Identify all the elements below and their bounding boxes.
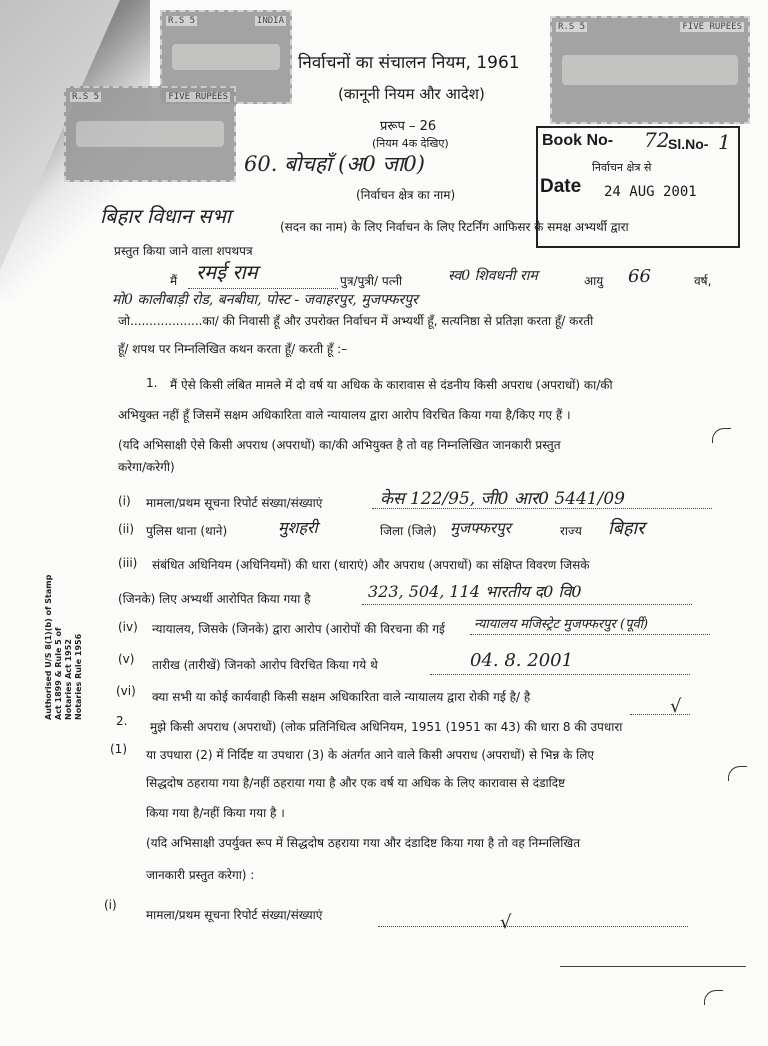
son-of-label: पुत्र/पुत्री/ पत्नी	[340, 274, 403, 288]
section1-line: मैं ऐसे किसी लंबित मामले में दो वर्ष या अधिक के कारावास से दंडनीय किसी अपराध (अपराधों) का/की	[170, 378, 613, 392]
sections-handwritten: 323, 504, 114 भारतीय द0 वि0	[368, 582, 582, 601]
notary-side-stamp	[44, 575, 84, 720]
stamp-label: R.S 5	[168, 16, 196, 26]
age-handwritten: 66	[628, 266, 651, 287]
charge-date-handwritten: 04. 8. 2001	[470, 650, 574, 671]
item-number: (iii)	[118, 556, 138, 570]
item-label: मामला/प्रथम सूचना रिपोर्ट संख्या/संख्याएं	[146, 496, 323, 510]
item-number: (ii)	[118, 522, 135, 536]
book-number-label: Book No-	[542, 132, 614, 149]
section2-number: 2.	[116, 714, 128, 728]
item-label: संबंधित अधिनियम (अधिनियमों) की धारा (धाराएं) और अपराध (अपराधों) का संक्षिप्त विवरण जिसके	[152, 558, 590, 572]
constituency-label: (निर्वाचन क्षेत्र का नाम)	[356, 188, 456, 202]
age-label: आयु	[584, 274, 604, 288]
document-subtitle: (कानूनी नियम और आदेश)	[338, 85, 485, 103]
margin-bracket	[712, 428, 731, 443]
main-prefix: मैं	[170, 274, 178, 288]
affidavit-line: प्रस्तुत किया जाने वाला शपथपत्र	[114, 244, 253, 258]
item-dotted-line	[630, 714, 690, 715]
serial-number-value: 1	[718, 130, 731, 154]
item-label-continued: (जिनके) लिए अभ्यर्थी आरोपित किया गया है	[118, 592, 311, 606]
item-number: (iv)	[118, 620, 138, 634]
serial-number-label: Sl.No-	[668, 136, 709, 152]
section2-line: किया गया है/नहीं किया गया है ।	[146, 806, 285, 820]
margin-line	[560, 966, 746, 967]
margin-bracket	[704, 990, 723, 1005]
item-dotted-line	[362, 604, 692, 605]
item-label: पुलिस थाना (थाने)	[146, 524, 228, 538]
item-number: (v)	[118, 652, 135, 666]
name-dotted-line	[188, 288, 338, 289]
section2-item-handwritten: √	[500, 912, 512, 933]
section1-line: अभियुक्त नहीं हूँ जिसमें सक्षम अधिकारिता वाले न्यायालय द्वारा आरोप विरचित किया गया है/किए गए हैं ।	[118, 408, 571, 422]
resident-line: जो...................का/ की निवासी हूँ और उपरोक्त निर्वाचन में अभ्यर्थी हूँ, सत्यनिष्ठा से प्रतिज्ञा करता हूँ/ करती	[118, 314, 594, 328]
stamp-country: INDIA	[256, 16, 284, 26]
section1-line: करेगा/करेगी)	[118, 460, 175, 474]
state-label: राज्य	[560, 524, 582, 538]
stamp-constituency-label: निर्वाचन क्षेत्र से	[592, 161, 652, 174]
years-label: वर्ष,	[694, 274, 712, 288]
section2-item-number: (i)	[104, 898, 117, 912]
form-number: प्ररूप – 26	[380, 119, 437, 134]
item-number: (i)	[118, 494, 131, 508]
section2-line: (यदि अभिसाक्षी उपर्युक्त रूप में सिद्धदोष ठहराया गया और दंडादिष्ट किया गया है तो वह निम्नलिखित	[146, 836, 581, 850]
item-dotted-line	[430, 674, 690, 675]
court-handwritten: न्यायालय मजिस्ट्रेट मुजफ्फरपुर (पूर्वी)	[474, 617, 649, 632]
section2-line: मुझे किसी अपराध (अपराधों) (लोक प्रतिनिधित्व अधिनियम, 1951 (1951 का 43) की धारा 8 की उपधारा	[150, 720, 623, 734]
district-handwritten: मुजफ्फरपुर	[450, 519, 511, 537]
police-station-handwritten: मुशहरी	[278, 518, 318, 537]
section1-number: 1.	[146, 376, 158, 390]
section2-dotted-line	[378, 926, 688, 927]
document-title: निर्वाचनों का संचालन नियम, 1961	[298, 53, 520, 73]
notary-stamp-line: Authorised U/S 8(1)(b) of Stamp	[44, 574, 53, 720]
section2-line: सिद्धदोष ठहराया गया है/नहीं ठहराया गया है और एक वर्ष या अधिक के लिए कारावास से दंडादिष्ट	[146, 776, 566, 790]
section2-subnumber: (1)	[110, 742, 127, 756]
date-label: Date	[540, 176, 582, 197]
stamp-label: R.S 5	[72, 92, 100, 102]
stamp-emblem	[172, 44, 280, 69]
stamp-emblem	[562, 55, 738, 84]
notary-stamp-line: Notaries Act 1952	[64, 639, 73, 720]
stamp-amount: FIVE RUPEES	[168, 92, 228, 102]
book-number-value: 72	[644, 128, 670, 152]
section1-line: (यदि अभिसाक्षी ऐसे किसी अपराध (अपराधों) का/की अभियुक्त है तो वह निम्नलिखित जानकारी प्रस्तुत	[118, 438, 561, 452]
house-line: (सदन का नाम) के लिए निर्वाचन के लिए रिटर्निंग आफिसर के समक्ष अभ्यर्थी द्वारा	[280, 220, 629, 234]
oath-line: हूँ/ शपथ पर निम्नलिखित कथन करता हूँ/ करती हूँ :–	[118, 342, 348, 356]
district-label: जिला (जिले)	[380, 524, 437, 538]
item-label: क्या सभी या कोई कार्यवाही किसी सक्षम अधिकारिता वाले न्यायालय द्वारा रोकी गई है/ है	[152, 690, 531, 704]
stamp-label: R.S 5	[558, 22, 586, 32]
section2-item-label: मामला/प्रथम सूचना रिपोर्ट संख्या/संख्याएं	[146, 908, 323, 922]
margin-bracket	[728, 766, 747, 781]
father-name-handwritten: स्व0 शिवधनी राम	[448, 268, 538, 284]
section2-line: जानकारी प्रस्तुत करेगा) :	[146, 868, 255, 882]
revenue-stamp	[64, 86, 236, 182]
name-handwritten: रमई राम	[196, 260, 258, 284]
notary-stamp-line: Notaries Rule 1956	[74, 633, 83, 720]
rule-reference: (नियम 4क देखिए)	[372, 137, 449, 150]
item-dotted-line	[372, 508, 712, 509]
section2-line: या उपधारा (2) में निर्दिष्ट या उपधारा (3) के अंतर्गत आने वाले किसी अपराध (अपराधों) से भिन्न के लिए	[146, 748, 595, 762]
proceedings-handwritten: √	[670, 696, 682, 717]
notary-stamp-line: Act 1899 & Rule 5 of	[54, 627, 63, 720]
item-dotted-line	[470, 634, 710, 635]
house-handwritten: बिहार विधान सभा	[100, 204, 231, 228]
item-label: तारीख (तारीखें) जिनको आरोप विरचित किया गये थे	[152, 658, 378, 672]
revenue-stamp	[550, 16, 750, 124]
constituency-handwritten: 60. बोचहाँ (अ0 जा0)	[244, 152, 425, 176]
item-number: (vi)	[116, 684, 136, 698]
date-value: 24 AUG 2001	[604, 184, 697, 200]
stamp-amount: FIVE RUPEES	[682, 22, 742, 32]
stamp-emblem	[76, 121, 224, 147]
item-label: न्यायालय, जिसके (जिनके) द्वारा आरोप (आरोपों की विरचना की गई	[152, 622, 445, 636]
case-number-handwritten: केस 122/95, जी0 आर0 5441/09	[380, 489, 625, 509]
state-handwritten: बिहार	[608, 518, 645, 539]
address-handwritten: मो0 कालीबाड़ी रोड, बनबीघा, पोस्ट - जवाहरपुर, मुजफ्फरपुर	[112, 292, 418, 308]
